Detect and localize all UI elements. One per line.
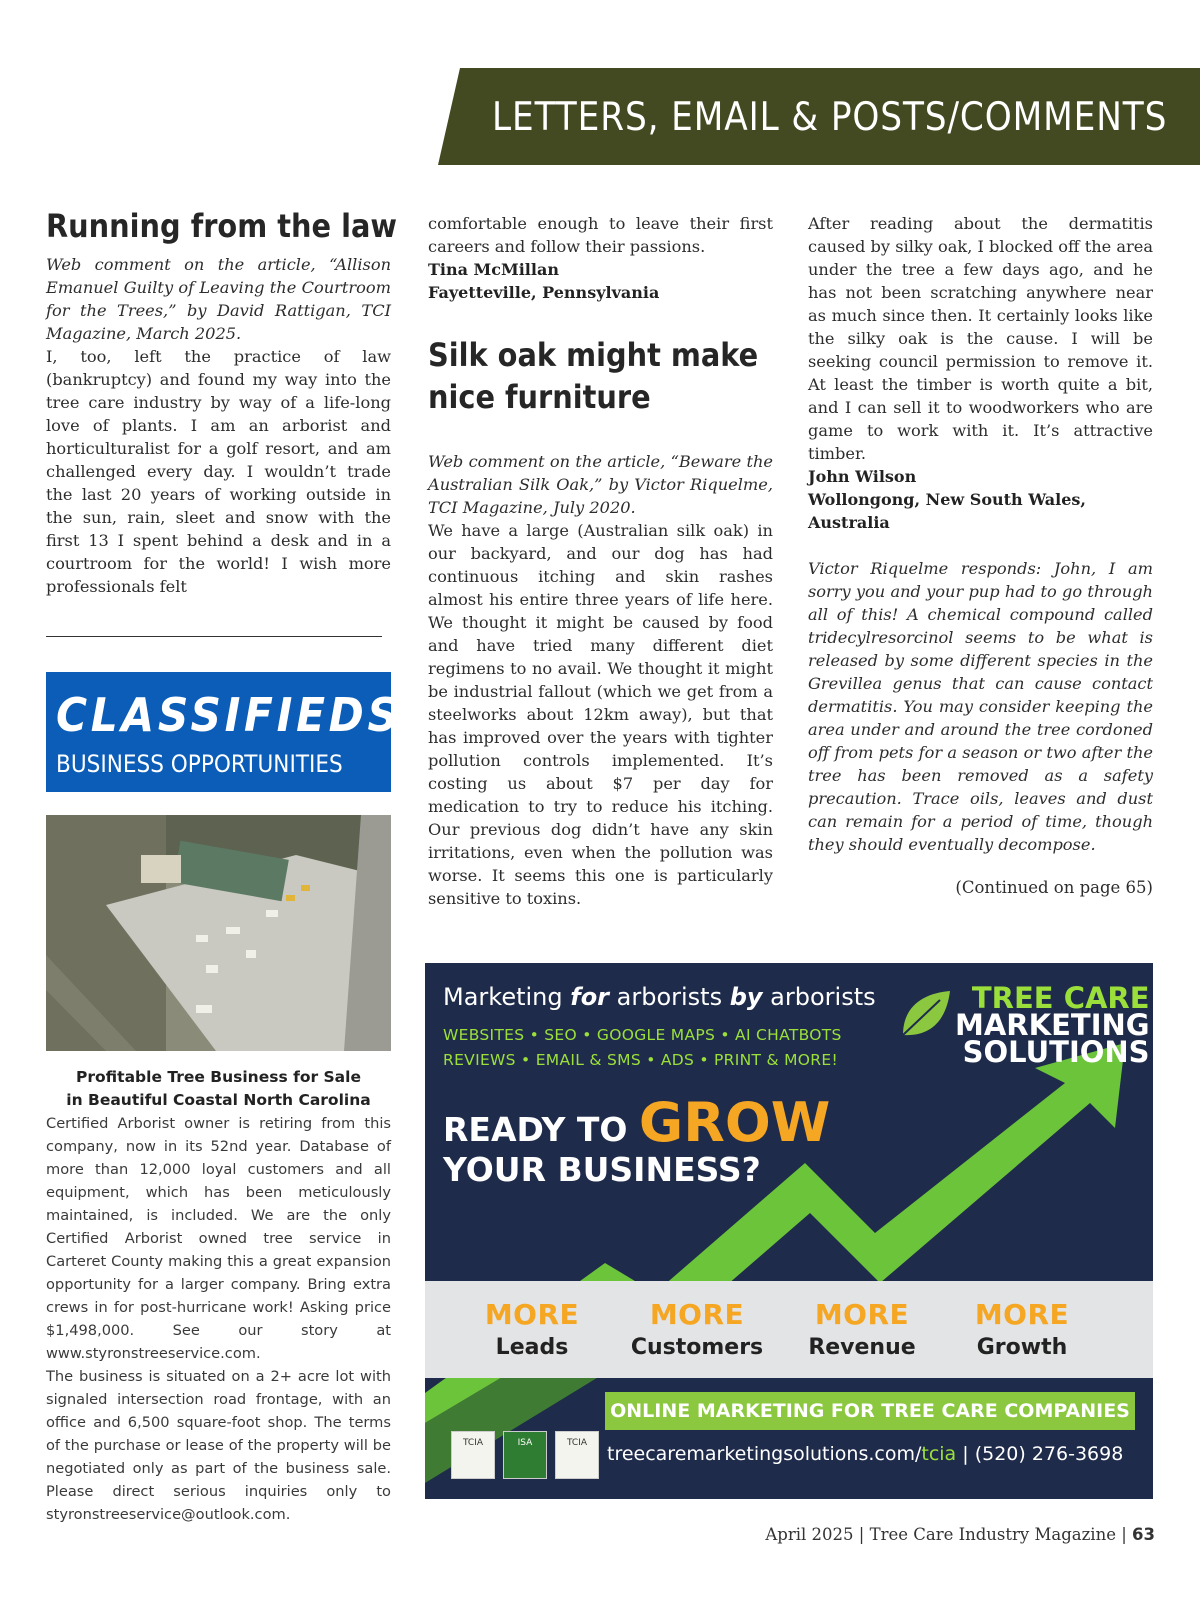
listing-title-line: in Beautiful Coastal North Carolina bbox=[66, 1091, 371, 1109]
letter-silk-oak bbox=[428, 212, 773, 910]
listing-paragraph: The business is situated on a 2+ acre lot with signaled intersection road frontage, with an office and 6,500 square-foot shop. The terms of the purchase or lease of the property will be negotiated only as part of the business sale. Please direct serious inquiries only to styronstreeservice@outlook.com. bbox=[46, 1368, 391, 1523]
tcia-accreditation-logo: TCIA bbox=[555, 1431, 599, 1479]
letter-continuation bbox=[428, 212, 773, 258]
letter-location: Wollongong, New South Wales, Australia bbox=[808, 490, 1086, 532]
letter-location: Fayetteville, Pennsylvania bbox=[428, 283, 660, 302]
brand-line: SOLUTIONS bbox=[962, 1035, 1150, 1069]
classifieds-subtitle: BUSINESS OPPORTUNITIES bbox=[56, 750, 343, 778]
headline: Running from the law bbox=[46, 207, 397, 245]
listing-title bbox=[46, 1066, 391, 1112]
headline bbox=[428, 334, 773, 418]
letter-body bbox=[428, 450, 773, 910]
ad-tagline: Marketing for arborists by arborists bbox=[443, 983, 876, 1011]
brand-line: MARKETING bbox=[955, 1008, 1150, 1042]
classifieds-title: CLASSIFIEDS bbox=[56, 688, 402, 742]
letter-text-continued: comfortable enough to leave their first careers and follow their passions. bbox=[428, 214, 773, 256]
letter-text: After reading about the dermatitis caused by silky oak, I blocked off the area under the tree a few days ago, and he has not been scratching anywhere near as much since then. It certainly looks like the silky oak is the cause. I will be seeking council permission to remove it. At least the timber is worth quite a bit, and I can sell it to woodworkers who are game to work with it. It’s attractive timber. bbox=[808, 214, 1153, 463]
footer-text: April 2025 | Tree Care Industry Magazine | bbox=[765, 1525, 1133, 1544]
leaf-icon bbox=[895, 985, 955, 1045]
headline-line: nice furniture bbox=[428, 378, 651, 416]
advertisement[interactable] bbox=[425, 963, 1153, 1499]
letter-author: Tina McMillan bbox=[428, 260, 559, 279]
tcia-logo: TCIA bbox=[451, 1431, 495, 1479]
letter-source: Web comment on the article, “Beware the Australian Silk Oak,” by Victor Riquelme, TCI Magazine, July 2020. bbox=[428, 452, 773, 517]
ad-online-banner: ONLINE MARKETING FOR TREE CARE COMPANIES bbox=[605, 1392, 1135, 1430]
ad-headline: READY TO GROW YOUR BUSINESS? bbox=[443, 1091, 831, 1189]
letter-source: Web comment on the article, “Allison Emanuel Guilty of Leaving the Courtroom for the Trees,” by David Rattigan, TCI Magazine, March 2025. bbox=[46, 255, 391, 343]
listing-body bbox=[46, 1112, 391, 1526]
ad-services bbox=[443, 1023, 842, 1073]
brand-line: TREE CARE bbox=[971, 981, 1150, 1015]
letter-body bbox=[46, 253, 391, 598]
letter-text: We have a large (Australian silk oak) in our backyard, and our dog has had continuous itching and skin rashes almost his entire three years of life here. We thought it might be caused by food and have tried many different diet regimens to no avail. We thought it might be industrial fallout (which we get from a steelworks about 12km away), but that has improved over the years with tighter pollution controls implemented. It’s costing us about $7 per day for medication to try to reduce his itching. Our previous dog didn’t have any skin irritations, even when the pollution was worse. It seems this one is particularly sensitive to toxins. bbox=[428, 521, 773, 908]
continued-note: (Continued on page 65) bbox=[955, 878, 1153, 897]
aerial-photo bbox=[46, 815, 391, 1051]
ad-contact[interactable]: treecaremarketingsolutions.com/tcia | (520) 276-3698 bbox=[607, 1443, 1124, 1465]
ad-phone[interactable]: (520) 276-3698 bbox=[974, 1443, 1124, 1465]
author-response: Victor Riquelme responds: John, I am sorry you and your pup had to go through all of this! A chemical compound called tridecylresorcinol seems to be what is released by some different species in the Grevillea genus that can cause contact dermatitis. You may consider keeping the area under and around the tree cordoned off from pets for a season or two after the tree has been removed as a safety precaution. Trace oils, leaves and dust can remain for a period of time, though they should eventually decompose. bbox=[808, 559, 1153, 854]
letter-author: John Wilson bbox=[808, 467, 917, 486]
listing-title-line: Profitable Tree Business for Sale bbox=[76, 1068, 361, 1086]
services-line: WEBSITES • SEO • GOOGLE MAPS • AI CHATBOTS bbox=[443, 1026, 842, 1044]
benefit-growth: MORE Growth bbox=[974, 1298, 1070, 1360]
benefit-customers: MORE Customers bbox=[630, 1298, 764, 1360]
listing-paragraph: Certified Arborist owner is retiring from this company, now in its 52nd year. Database of more than 12,000 loyal customers and all equipment, which has been meticulously maintained, is included. We are the only Certified Arborist owned tree service in Carteret County making this a great expansion opportunity for a larger company. Bring extra crews in for post-hurricane work! Asking price $1,498,000. See our story at www.styronstreeservice.com. bbox=[46, 1115, 391, 1362]
headline-line: Silk oak might make bbox=[428, 336, 759, 374]
brand-logo-text bbox=[955, 981, 1150, 1069]
section-title: LETTERS, EMAIL & POSTS/COMMENTS bbox=[492, 95, 1168, 140]
letter-body bbox=[808, 212, 1153, 465]
benefit-revenue: MORE Revenue bbox=[808, 1298, 916, 1360]
page-number: 63 bbox=[1132, 1525, 1155, 1544]
letter-silk-oak-continued bbox=[808, 212, 1153, 897]
letter-text: I, too, left the practice of law (bankruptcy) and found my way into the tree care industry by way of a life-long love of plants. I am an arborist and horticulturalist for a golf resort, and am challenged every day. I wouldn’t trade the last 20 years of working outside in the sun, rain, sleet and snow with the first 13 I spent behind a desk and in a courtroom for the world! I wish more professionals felt bbox=[46, 347, 391, 596]
services-line: REVIEWS • EMAIL & SMS • ADS • PRINT & MORE! bbox=[443, 1051, 838, 1069]
ad-url[interactable]: treecaremarketingsolutions.com/ bbox=[607, 1443, 922, 1465]
letter-running-from-the-law bbox=[46, 205, 397, 598]
benefit-leads: MORE Leads bbox=[484, 1298, 580, 1360]
divider bbox=[46, 636, 382, 637]
page-footer bbox=[765, 1525, 1155, 1544]
classifieds-header bbox=[46, 672, 402, 792]
isa-logo: ISA bbox=[503, 1431, 547, 1479]
